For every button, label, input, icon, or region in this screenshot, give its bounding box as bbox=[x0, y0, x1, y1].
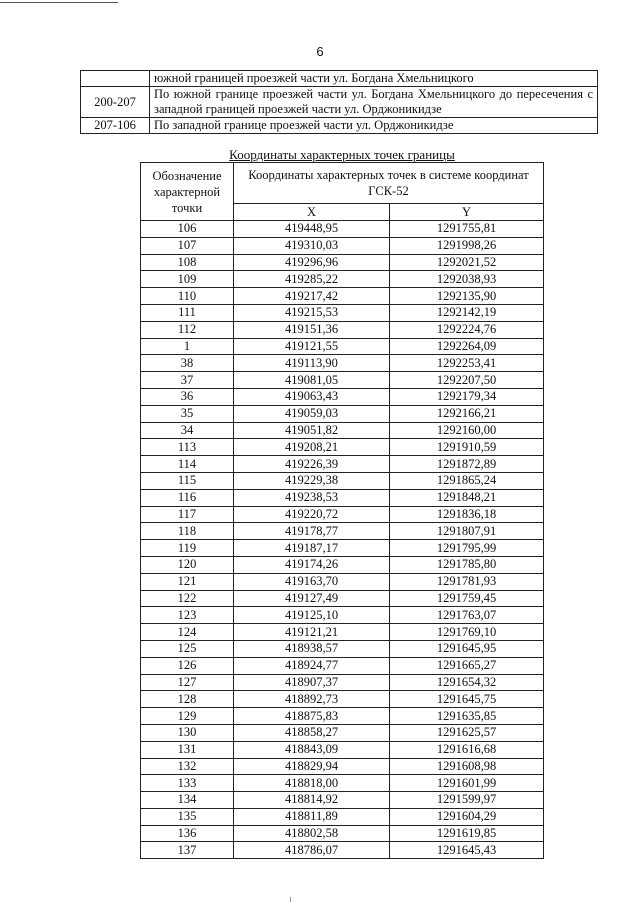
table-row bbox=[141, 422, 544, 439]
y-value: 1291645,95 bbox=[390, 640, 544, 657]
point-id: 136 bbox=[141, 825, 234, 842]
x-value: 419059,03 bbox=[234, 405, 390, 422]
y-value: 1291910,59 bbox=[390, 439, 544, 456]
y-value: 1292207,50 bbox=[390, 372, 544, 389]
y-value: 1292166,21 bbox=[390, 405, 544, 422]
x-value: 419285,22 bbox=[234, 271, 390, 288]
table-row bbox=[141, 724, 544, 741]
table-row bbox=[141, 405, 544, 422]
table-row bbox=[141, 221, 544, 238]
x-value: 419229,38 bbox=[234, 472, 390, 489]
table-row bbox=[141, 842, 544, 859]
x-value: 419187,17 bbox=[234, 540, 390, 557]
boundary-segment bbox=[81, 71, 150, 87]
boundary-description: По западной границе проезжей части ул. Орджоникидзе bbox=[150, 118, 598, 134]
point-id: 109 bbox=[141, 271, 234, 288]
table-row bbox=[141, 355, 544, 372]
y-value: 1291665,27 bbox=[390, 657, 544, 674]
y-value: 1292038,93 bbox=[390, 271, 544, 288]
point-id: 126 bbox=[141, 657, 234, 674]
table-row bbox=[141, 456, 544, 473]
point-id: 132 bbox=[141, 758, 234, 775]
y-value: 1291619,85 bbox=[390, 825, 544, 842]
point-id: 116 bbox=[141, 489, 234, 506]
x-value: 419121,55 bbox=[234, 338, 390, 355]
y-value: 1292253,41 bbox=[390, 355, 544, 372]
table-row bbox=[141, 640, 544, 657]
x-value: 419163,70 bbox=[234, 573, 390, 590]
point-id: 118 bbox=[141, 523, 234, 540]
y-value: 1291769,10 bbox=[390, 624, 544, 641]
y-value: 1291625,57 bbox=[390, 724, 544, 741]
x-value: 418811,89 bbox=[234, 808, 390, 825]
table-row bbox=[141, 506, 544, 523]
x-value: 419226,39 bbox=[234, 456, 390, 473]
point-id: 130 bbox=[141, 724, 234, 741]
point-id: 108 bbox=[141, 254, 234, 271]
x-value: 418907,37 bbox=[234, 674, 390, 691]
y-value: 1292160,00 bbox=[390, 422, 544, 439]
x-value: 418858,27 bbox=[234, 724, 390, 741]
coordinates-table bbox=[140, 162, 544, 859]
x-value: 419217,42 bbox=[234, 288, 390, 305]
point-id: 36 bbox=[141, 388, 234, 405]
table-row bbox=[141, 388, 544, 405]
table-row bbox=[141, 624, 544, 641]
point-id: 112 bbox=[141, 321, 234, 338]
point-id: 106 bbox=[141, 221, 234, 238]
boundary-description: По южной границе проезжей части ул. Богдана Хмельницкого до пересечения с западной границей проезжей части ул. Орджоникидзе bbox=[150, 87, 598, 118]
y-value: 1291763,07 bbox=[390, 607, 544, 624]
point-id: 135 bbox=[141, 808, 234, 825]
table-row bbox=[141, 674, 544, 691]
point-id: 115 bbox=[141, 472, 234, 489]
y-value: 1291872,89 bbox=[390, 456, 544, 473]
x-value: 418829,94 bbox=[234, 758, 390, 775]
point-id: 117 bbox=[141, 506, 234, 523]
table-row bbox=[141, 573, 544, 590]
y-value: 1291604,29 bbox=[390, 808, 544, 825]
point-id: 123 bbox=[141, 607, 234, 624]
table-row bbox=[141, 741, 544, 758]
y-value: 1291865,24 bbox=[390, 472, 544, 489]
table-row bbox=[141, 590, 544, 607]
y-value: 1291599,97 bbox=[390, 792, 544, 809]
x-value: 418818,00 bbox=[234, 775, 390, 792]
y-value: 1291654,32 bbox=[390, 674, 544, 691]
x-value: 418938,57 bbox=[234, 640, 390, 657]
x-value: 419081,05 bbox=[234, 372, 390, 389]
point-id: 107 bbox=[141, 237, 234, 254]
y-value: 1291755,81 bbox=[390, 221, 544, 238]
y-value: 1291795,99 bbox=[390, 540, 544, 557]
table-row bbox=[141, 523, 544, 540]
y-value: 1291635,85 bbox=[390, 708, 544, 725]
boundary-row bbox=[81, 87, 598, 118]
y-value: 1291998,26 bbox=[390, 237, 544, 254]
point-id: 37 bbox=[141, 372, 234, 389]
header-system: Координаты характерных точек в системе координат ГСК-52 bbox=[234, 163, 544, 204]
x-value: 419174,26 bbox=[234, 556, 390, 573]
table-row bbox=[141, 808, 544, 825]
x-value: 418802,58 bbox=[234, 825, 390, 842]
point-id: 124 bbox=[141, 624, 234, 641]
y-value: 1291807,91 bbox=[390, 523, 544, 540]
x-value: 419121,21 bbox=[234, 624, 390, 641]
point-id: 119 bbox=[141, 540, 234, 557]
y-value: 1291848,21 bbox=[390, 489, 544, 506]
boundary-row bbox=[81, 71, 598, 87]
page-number: 6 bbox=[316, 44, 324, 59]
point-id: 128 bbox=[141, 691, 234, 708]
header-x: X bbox=[234, 204, 390, 221]
y-value: 1292142,19 bbox=[390, 304, 544, 321]
x-value: 419238,53 bbox=[234, 489, 390, 506]
table-row bbox=[141, 691, 544, 708]
header-point: Обозначение характерной точки bbox=[141, 163, 234, 221]
table-row bbox=[141, 304, 544, 321]
x-value: 419310,03 bbox=[234, 237, 390, 254]
point-id: 110 bbox=[141, 288, 234, 305]
point-id: 134 bbox=[141, 792, 234, 809]
table-row bbox=[141, 758, 544, 775]
boundary-description-table bbox=[80, 70, 598, 134]
table-row bbox=[141, 288, 544, 305]
y-value: 1291645,43 bbox=[390, 842, 544, 859]
point-id: 1 bbox=[141, 338, 234, 355]
table-row bbox=[141, 237, 544, 254]
y-value: 1292224,76 bbox=[390, 321, 544, 338]
x-value: 419448,95 bbox=[234, 221, 390, 238]
point-id: 114 bbox=[141, 456, 234, 473]
table-row bbox=[141, 271, 544, 288]
boundary-segment: 207-106 bbox=[81, 118, 150, 134]
point-id: 35 bbox=[141, 405, 234, 422]
table-row bbox=[141, 540, 544, 557]
bottom-mark bbox=[290, 897, 291, 902]
point-id: 133 bbox=[141, 775, 234, 792]
table-row bbox=[141, 657, 544, 674]
x-value: 419063,43 bbox=[234, 388, 390, 405]
table-row bbox=[141, 792, 544, 809]
point-id: 137 bbox=[141, 842, 234, 859]
point-id: 38 bbox=[141, 355, 234, 372]
x-value: 419051,82 bbox=[234, 422, 390, 439]
y-value: 1291645,75 bbox=[390, 691, 544, 708]
x-value: 419220,72 bbox=[234, 506, 390, 523]
x-value: 419127,49 bbox=[234, 590, 390, 607]
table-row bbox=[141, 556, 544, 573]
y-value: 1291781,93 bbox=[390, 573, 544, 590]
point-id: 113 bbox=[141, 439, 234, 456]
table-row bbox=[141, 708, 544, 725]
point-id: 129 bbox=[141, 708, 234, 725]
x-value: 418843,09 bbox=[234, 741, 390, 758]
point-id: 121 bbox=[141, 573, 234, 590]
x-value: 419215,53 bbox=[234, 304, 390, 321]
y-value: 1291785,80 bbox=[390, 556, 544, 573]
x-value: 419178,77 bbox=[234, 523, 390, 540]
x-value: 419125,10 bbox=[234, 607, 390, 624]
point-id: 120 bbox=[141, 556, 234, 573]
table-row bbox=[141, 825, 544, 842]
point-id: 131 bbox=[141, 741, 234, 758]
boundary-segment: 200-207 bbox=[81, 87, 150, 118]
coordinates-title: Координаты характерных точек границы bbox=[229, 147, 455, 162]
point-id: 125 bbox=[141, 640, 234, 657]
y-value: 1291608,98 bbox=[390, 758, 544, 775]
table-row bbox=[141, 489, 544, 506]
boundary-row bbox=[81, 118, 598, 134]
x-value: 418875,83 bbox=[234, 708, 390, 725]
point-id: 111 bbox=[141, 304, 234, 321]
x-value: 418924,77 bbox=[234, 657, 390, 674]
x-value: 418786,07 bbox=[234, 842, 390, 859]
table-row bbox=[141, 321, 544, 338]
table-row bbox=[141, 254, 544, 271]
y-value: 1291759,45 bbox=[390, 590, 544, 607]
table-row bbox=[141, 472, 544, 489]
x-value: 419296,96 bbox=[234, 254, 390, 271]
point-id: 34 bbox=[141, 422, 234, 439]
y-value: 1291616,68 bbox=[390, 741, 544, 758]
table-row bbox=[141, 372, 544, 389]
y-value: 1291601,99 bbox=[390, 775, 544, 792]
table-row bbox=[141, 338, 544, 355]
x-value: 418892,73 bbox=[234, 691, 390, 708]
x-value: 418814,92 bbox=[234, 792, 390, 809]
x-value: 419151,36 bbox=[234, 321, 390, 338]
y-value: 1292179,34 bbox=[390, 388, 544, 405]
y-value: 1291836,18 bbox=[390, 506, 544, 523]
point-id: 127 bbox=[141, 674, 234, 691]
boundary-description: южной границей проезжей части ул. Богдана Хмельницкого bbox=[150, 71, 598, 87]
table-row bbox=[141, 439, 544, 456]
y-value: 1292264,09 bbox=[390, 338, 544, 355]
table-row bbox=[141, 607, 544, 624]
y-value: 1292021,52 bbox=[390, 254, 544, 271]
header-y: Y bbox=[390, 204, 544, 221]
x-value: 419113,90 bbox=[234, 355, 390, 372]
top-rule bbox=[0, 2, 118, 3]
point-id: 122 bbox=[141, 590, 234, 607]
x-value: 419208,21 bbox=[234, 439, 390, 456]
table-row bbox=[141, 775, 544, 792]
y-value: 1292135,90 bbox=[390, 288, 544, 305]
